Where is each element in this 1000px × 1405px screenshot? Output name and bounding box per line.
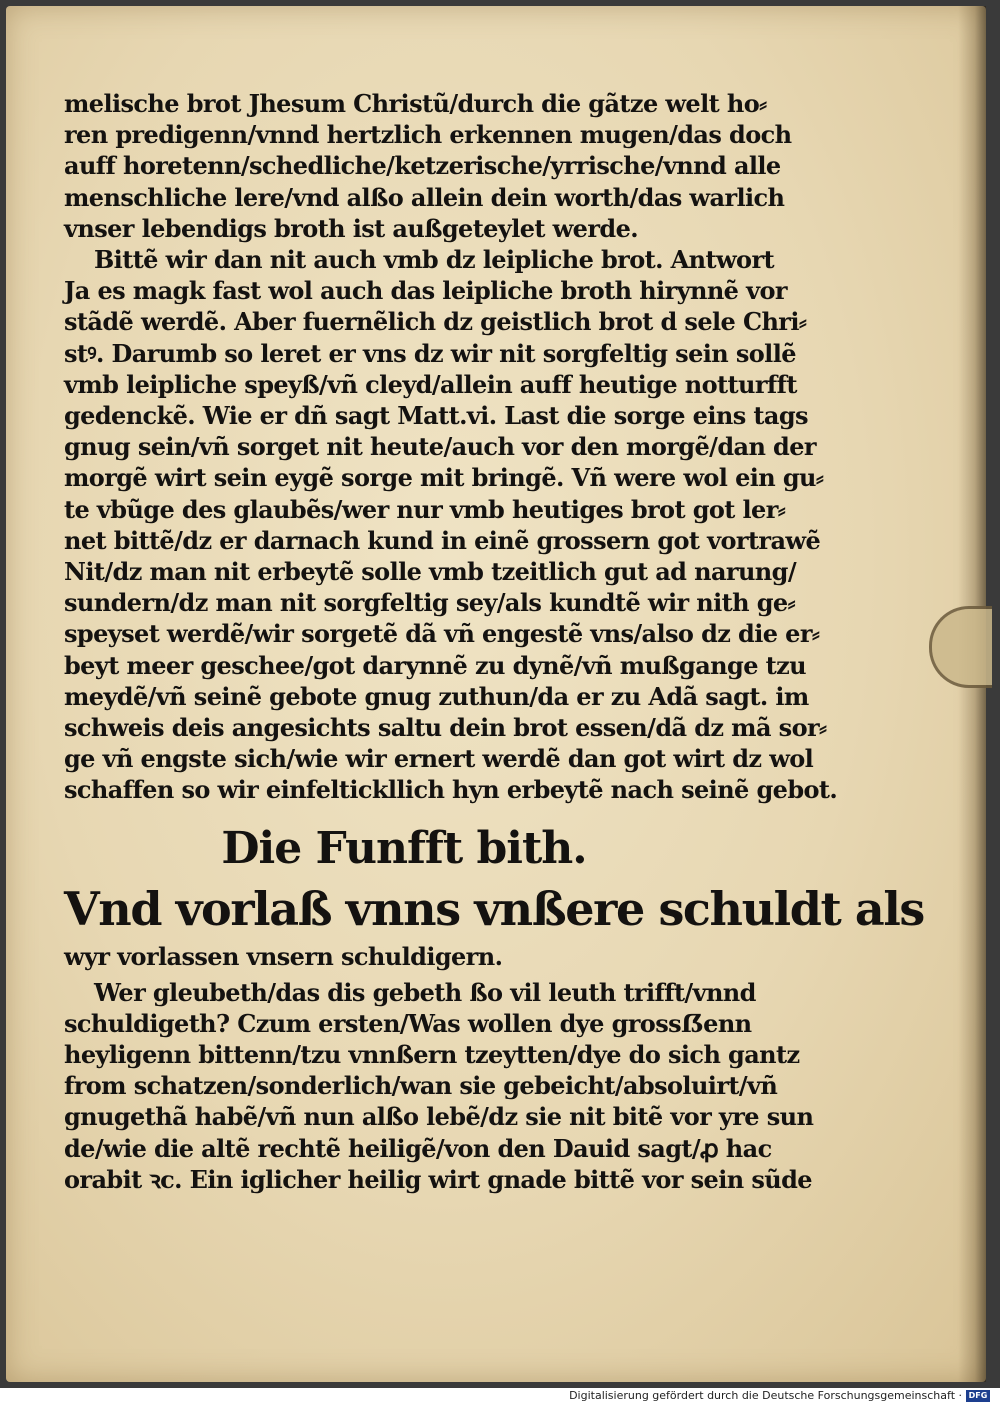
text-line: stãdẽ werdẽ. Aber fuernẽlich dz geistlich brot d sele Chri⸗ bbox=[64, 307, 807, 337]
text-line: speyset werdẽ/wir sorgetẽ dã vñ engestẽ vns/also dz die er⸗ bbox=[64, 619, 820, 649]
text-line: gnugethã habẽ/vñ nun alßo lebẽ/dz sie nit bitẽ vor yre sun bbox=[64, 1102, 814, 1132]
text-line: gnug sein/vñ sorget nit heute/auch vor den morgẽ/dan der bbox=[64, 432, 816, 462]
text-line: menschliche lere/vnd alßo allein dein worth/das warlich bbox=[64, 182, 785, 212]
text-line: Nit/dz man nit erbeytẽ solle vmb tzeitlich gut ad narung/ bbox=[64, 557, 796, 587]
text-line: ge vñ engste sich/wie wir ernert werdẽ dan got wirt dz wol bbox=[64, 744, 814, 774]
paragraph-bottom bbox=[64, 977, 814, 1195]
paragraph-middle bbox=[64, 244, 838, 806]
digitization-credit: Digitalisierung gefördert durch die Deutsche Forschungsgemeinschaft · bbox=[569, 1389, 962, 1402]
text-line: vnser lebendigs broth ist außgeteylet werde. bbox=[64, 213, 638, 243]
text-line: orabit ꝛc. Ein iglicher heilig wirt gnade bittẽ vor sein sũde bbox=[64, 1164, 812, 1194]
text-line: te vbũge des glaubẽs/wer nur vmb heutiges brot got ler⸗ bbox=[64, 494, 786, 524]
text-line: ren predigenn/vnnd hertzlich erkennen mugen/das doch bbox=[64, 120, 792, 150]
section-heading: Die Funfft bith. bbox=[221, 822, 587, 874]
text-line: schuldigeth? Czum ersten/Was wollen dye grossẞenn bbox=[64, 1008, 752, 1038]
text-line: sundern/dz man nit sorgfeltig sey/als kundtẽ wir nith ge⸗ bbox=[64, 588, 795, 618]
text-line: from schatzen/sonderlich/wan sie gebeicht/absoluirt/vñ bbox=[64, 1071, 778, 1101]
text-line: morgẽ wirt sein eygẽ sorge mit bringẽ. Vñ were wol ein gu⸗ bbox=[64, 463, 824, 493]
text-line: beyt meer geschee/got darynnẽ zu dynẽ/vñ mußgange tzu bbox=[64, 650, 807, 680]
text-line: heyligenn bittenn/tzu vnnßern tzeytten/dye do sich gantz bbox=[64, 1040, 800, 1070]
text-line: Wer gleubeth/das dis gebeth ßo vil leuth trifft/vnnd bbox=[94, 977, 756, 1007]
text-line: schweis deis angesichts saltu dein brot essen/dã dz mã sor⸗ bbox=[64, 713, 827, 743]
text-line: meydẽ/vñ seinẽ gebote gnug zuthun/da er zu Adã sagt. im bbox=[64, 681, 809, 711]
book-page bbox=[6, 6, 986, 1382]
paragraph-top bbox=[64, 88, 814, 244]
petition-heading: Vnd vorlaß vnns vnßere schuldt als bbox=[64, 881, 924, 936]
book-clip bbox=[929, 606, 992, 688]
text-line: auff horetenn/schedliche/ketzerische/yrrische/vnnd alle bbox=[64, 151, 781, 181]
text-line: net bittẽ/dz er darnach kund in einẽ grossern got vortrawẽ bbox=[64, 525, 821, 555]
dfg-logo-icon: DFG bbox=[966, 1390, 990, 1402]
text-line: Ja es magk fast wol auch das leipliche broth hirynnẽ vor bbox=[64, 276, 787, 306]
text-line: vmb leipliche speyß/vñ cleyd/allein auff heutige notturfft bbox=[64, 369, 797, 399]
text-line: schaffen so wir einfeltickllich hyn erbeytẽ nach seinẽ gebot. bbox=[64, 775, 838, 805]
footer-bar bbox=[0, 1388, 1000, 1405]
text-line: melische brot Jhesum Christũ/durch die gãtze welt ho⸗ bbox=[64, 89, 767, 118]
text-line: gedenckẽ. Wie er dñ sagt Matt.vi. Last die sorge eins tags bbox=[64, 401, 808, 431]
page-text bbox=[64, 88, 924, 1195]
petition-continuation: wyr vorlassen vnsern schuldigern. bbox=[64, 941, 503, 971]
text-line: Bittẽ wir dan nit auch vmb dz leipliche brot. Antwort bbox=[94, 245, 774, 275]
page-edge-shadow bbox=[958, 6, 986, 1382]
text-line: de/wie die altẽ rechtẽ heiligẽ/von den Dauid sagt/ꝓ hac bbox=[64, 1133, 772, 1163]
text-line: stꝰ. Darumb so leret er vns dz wir nit sorgfeltig sein sollẽ bbox=[64, 338, 796, 368]
